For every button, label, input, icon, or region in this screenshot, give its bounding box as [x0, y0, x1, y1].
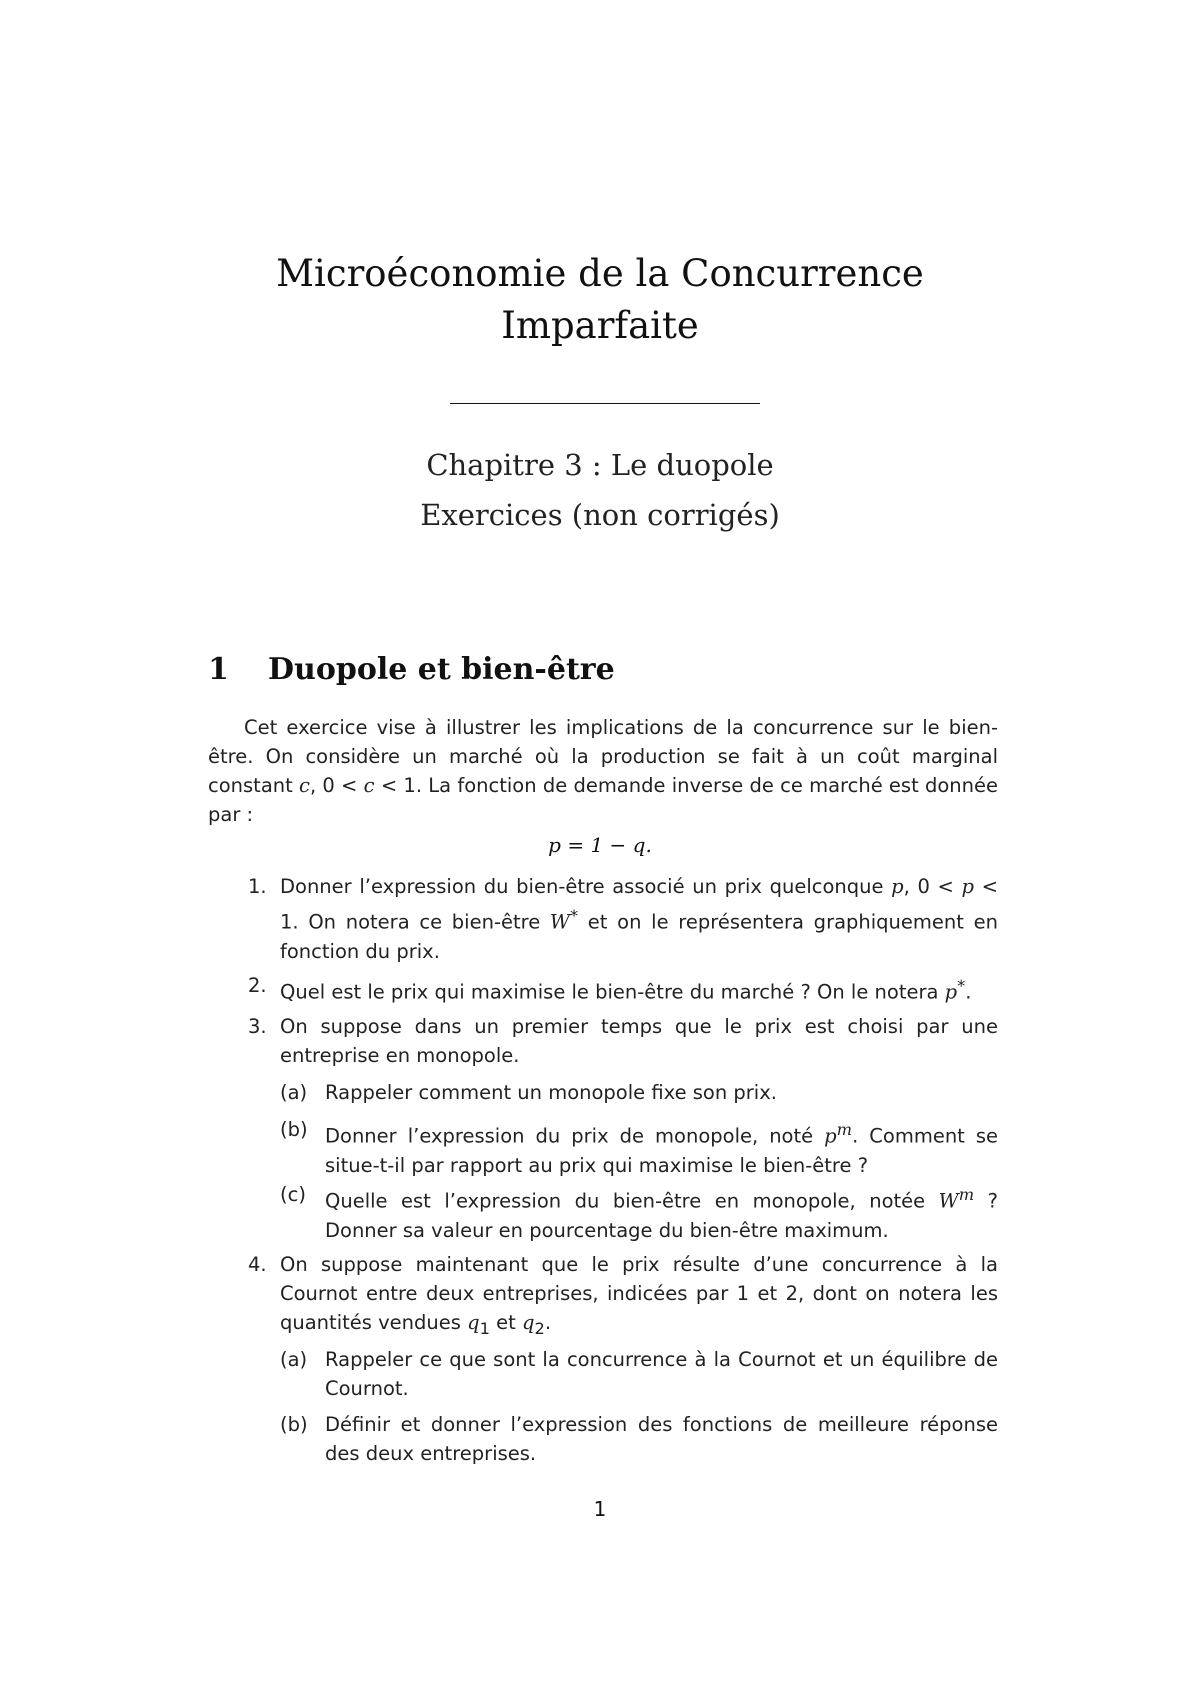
item-4b-text: Définir et donner l’expression des fonctions de meilleure réponse des deux entreprises.: [325, 1413, 998, 1465]
intro-text-b: , 0 <: [309, 774, 364, 797]
item-2-b: .: [965, 980, 972, 1004]
intro-math-c2: c: [363, 774, 375, 797]
item-4-b: et: [489, 1311, 522, 1334]
item-3c-label: (c): [280, 1183, 306, 1206]
item-3c-sup: m: [958, 1185, 975, 1204]
item-1-b: , 0 <: [903, 875, 962, 898]
item-4-m2: q: [521, 1311, 535, 1334]
item-4-text: [280, 1250, 998, 1343]
item-3-text: On suppose dans un premier temps que le prix est choisi par une entreprise en monopole.: [280, 1015, 998, 1067]
document-title: [0, 248, 1200, 352]
exercises-subtitle: Exercices (non corrigés): [420, 498, 780, 532]
item-3b-label: (b): [280, 1118, 308, 1141]
item-1-d: et on le représentera graphiquement en fonction du prix.: [280, 910, 998, 963]
item-4-s2: 2: [534, 1318, 545, 1338]
item-3b-a: Donner l’expression du prix de monopole, noté: [325, 1124, 825, 1148]
item-3c-a: Quelle est l’expression du bien-être en monopole, notée: [325, 1189, 939, 1213]
item-2-text: [280, 971, 998, 1007]
chapter-subtitle: Chapitre 3 : Le duopole: [426, 448, 774, 482]
item-1-c: < 1. On notera ce bien-être: [280, 875, 998, 934]
item-3b-m: p: [824, 1124, 837, 1148]
intro-text-a: Cet exercice vise à illustrer les implications de la concurrence sur le bien-être. On considère un marché où la production se fait à un coût marginal constant: [208, 716, 998, 797]
intro-text-c: < 1. La fonction de demande inverse de ce marché est donnée par :: [208, 774, 999, 826]
intro-paragraph: [208, 713, 998, 829]
title-line-2: Imparfaite: [501, 304, 699, 347]
item-1-number: 1.: [248, 875, 267, 898]
item-1-m2: p: [961, 875, 974, 898]
item-3c-text: [325, 1180, 998, 1245]
item-1-sup3: *: [569, 906, 579, 925]
item-3c-m: W: [938, 1189, 959, 1213]
item-1-a: Donner l’expression du bien-être associé un prix quelconque: [280, 875, 892, 898]
item-1-m3: W: [549, 910, 570, 934]
item-3-number: 3.: [248, 1015, 267, 1038]
item-1-text: [280, 872, 998, 966]
section-title: Duopole et bien-être: [268, 652, 615, 687]
page-number: 1: [593, 1497, 607, 1521]
item-4a-label: (a): [280, 1348, 308, 1371]
item-4-m1: q: [467, 1311, 480, 1334]
item-3a-label: (a): [280, 1081, 308, 1104]
item-4-number: 4.: [248, 1253, 267, 1276]
item-2-number: 2.: [248, 974, 267, 997]
title-line-1: Microéconomie de la Concurrence: [276, 252, 924, 295]
item-3a-text: Rappeler comment un monopole fixe son prix.: [325, 1081, 777, 1104]
item-3c-b: ? Donner sa valeur en pourcentage du bien-être maximum.: [325, 1189, 998, 1242]
item-2-m1: p: [944, 980, 958, 1004]
item-2-a: Quel est le prix qui maximise le bien-être du marché ? On le notera: [280, 980, 945, 1004]
demand-equation: p = 1 − q.: [548, 833, 652, 857]
item-3b-b: . Comment se situe-t-il par rapport au prix qui maximise le bien-être ?: [325, 1124, 998, 1177]
item-2-sup1: *: [957, 976, 966, 995]
item-4b-label: (b): [280, 1413, 308, 1436]
item-4-a: On suppose maintenant que le prix résulte d’une concurrence à la Cournot entre deux entreprises, indicées par 1 et 2, dont on notera les quantités vendues: [280, 1253, 998, 1334]
item-3b-sup: m: [836, 1120, 853, 1139]
item-4-s1: 1: [479, 1318, 490, 1338]
item-4a-text: Rappeler ce que sont la concurrence à la Cournot et un équilibre de Cournot.: [325, 1348, 998, 1400]
section-number: 1: [208, 652, 229, 687]
item-3b-text: [325, 1115, 998, 1180]
intro-math-c: c: [299, 774, 310, 797]
item-4-c: .: [544, 1311, 552, 1334]
title-rule: [450, 403, 760, 404]
item-1-m1: p: [891, 875, 904, 898]
